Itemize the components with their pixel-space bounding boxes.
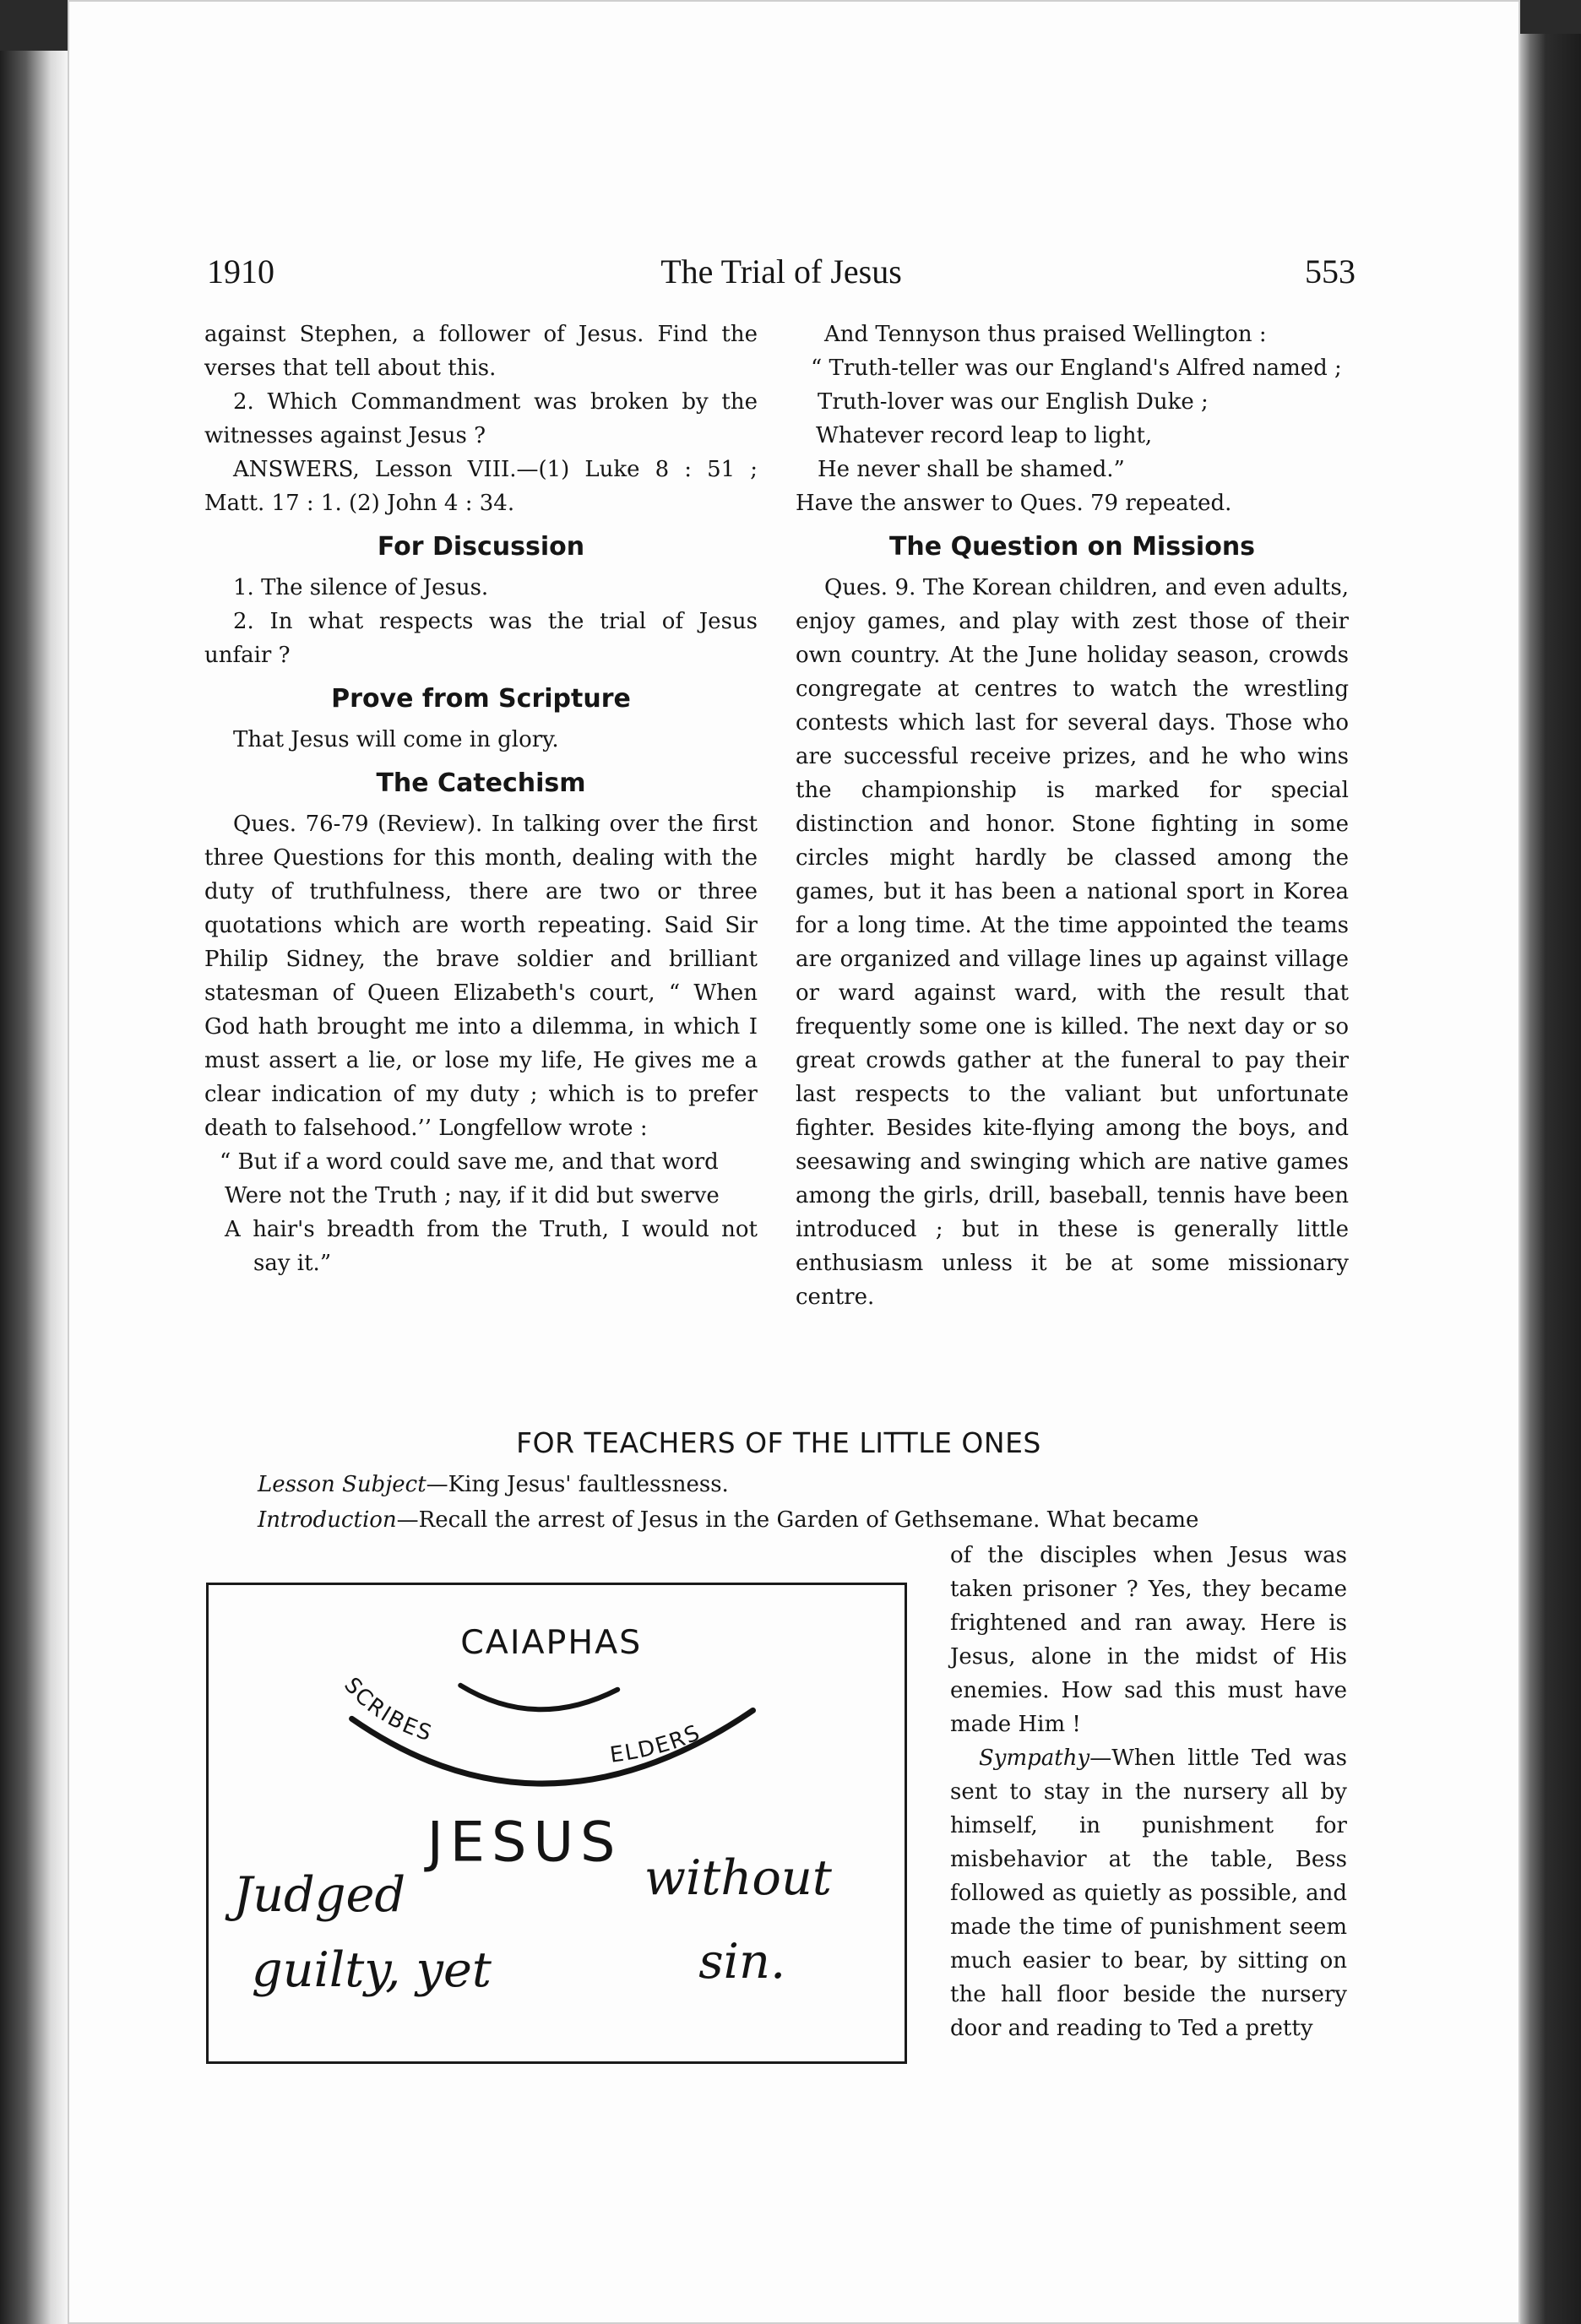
sin-label: sin.: [698, 1933, 786, 1990]
sympathy-label: Sympathy: [979, 1746, 1090, 1771]
paragraph: against Stephen, a follower of Jesus. Find the verses that tell about this.: [204, 322, 758, 381]
lesson-subject: [258, 1468, 1347, 1501]
right-column: [796, 318, 1349, 1314]
paragraph: Have the answer to Ques. 79 repeated.: [796, 491, 1232, 516]
elders-label: ELDERS: [608, 1719, 705, 1768]
scan-right-edge: [1520, 34, 1581, 2324]
teachers-side-text: [950, 1539, 1347, 2045]
discussion-item: 2. In what respects was the trial of Jesus unfair ?: [204, 609, 758, 668]
lesson-subject-text: —King Jesus' faultlessness.: [426, 1472, 729, 1497]
caiaphas-arc: [460, 1686, 617, 1710]
page-number: 553: [1305, 252, 1356, 290]
question: 2. Which Commandment was broken by the witnesses against Jesus ?: [204, 389, 758, 448]
illustration-drawing: [209, 1585, 905, 2061]
discussion-item: 1. The silence of Jesus.: [233, 575, 489, 600]
sympathy-paragraph: [950, 1741, 1347, 2045]
running-head-year: 1910: [207, 252, 274, 290]
introduction-text: —Recall the arrest of Jesus in the Garden of Gethsemane. What became: [396, 1507, 1199, 1533]
paragraph: And Tennyson thus praised Wellington :: [824, 322, 1267, 347]
verse-line: A hair's breadth from the Truth, I would not say it.”: [225, 1217, 758, 1276]
answers: ANSWERS, Lesson VIII.—(1) Luke 8 : 51 ; Matt. 17 : 1. (2) John 4 : 34.: [204, 457, 758, 516]
guilty-yet-label: guilty, yet: [251, 1941, 492, 1998]
running-head-title: The Trial of Jesus: [660, 252, 902, 290]
lesson-subject-label: Lesson Subject: [258, 1472, 426, 1497]
section-heading-missions: The Question on Missions: [888, 532, 1256, 562]
introduction-label: Introduction: [258, 1507, 397, 1533]
scribes-label: SCRIBES: [339, 1672, 437, 1747]
catechism-text: Ques. 76-79 (Review). In talking over the first three Questions for this month, dealing with the duty of truthfulness, there are two or three quotations which are worth repeating. Said Sir Philip Sidney, the brave soldier and brilliant statesman of Queen Elizabeth's court, “ When God hath brought me into a dilemma, in which I must assert a lie, or lose my life, He gives me a clear indication of my duty ; which is to prefer death to falsehood.’’ Longfellow wrote :: [204, 812, 758, 1141]
caiaphas-label: CAIAPHAS: [460, 1623, 643, 1663]
judged-label: Judged: [233, 1865, 406, 1923]
introduction: [258, 1503, 1347, 1537]
scan-left-edge: [0, 51, 68, 2324]
running-head: [207, 247, 1356, 297]
verse-line: “ But if a word could save me, and that word: [220, 1149, 719, 1175]
sympathy-text: —When little Ted was sent to stay in the nursery all by himself, in punishment for misbehavior at the table, Bess followed as quietly as possible, and made the time of punishment seem much easier to bear, by sitting on the hall floor beside the nursery door and reading to Ted a pretty: [950, 1746, 1347, 2041]
verse-line: Whatever record leap to light,: [816, 423, 1153, 448]
without-label: without: [644, 1849, 832, 1907]
verse-line: He never shall be shamed.”: [818, 457, 1125, 482]
section-heading-catechism: The Catechism: [376, 768, 586, 798]
left-column: [204, 318, 758, 1280]
blackboard-illustration: [206, 1583, 907, 2064]
teachers-heading: FOR TEACHERS OF THE LITTLE ONES: [516, 1426, 1041, 1459]
verse-line: Were not the Truth ; nay, if it did but swerve: [225, 1183, 720, 1208]
jesus-label: JESUS: [426, 1810, 622, 1875]
missions-text: Ques. 9. The Korean children, and even adults, enjoy games, and play with zest those of their own country. At the June holiday season, crowds congregate at centres to watch the wrestling contests which last for several days. Those who are successful receive prizes, and he who wins the championship is marked for special distinction and honor. Stone fighting in some circles might hardly be classed among the games, but it has been a national sport in Korea for a long time. At the time appointed the teams are organized and village lines up against village or ward against ward, with the result that frequently some one is killed. The next day or so great crowds gather at the funeral to pay their last respects to the valiant but unfortunate fighter. Besides kite-flying among the boys, and seesawing and swinging which are native games among the girls, drill, baseball, tennis have been introduced ; but in these is generally little enthusiasm unless it be at some missionary centre.: [796, 575, 1349, 1310]
verse-line: “ Truth-teller was our England's Alfred named ;: [811, 356, 1342, 381]
verse-line: Truth-lover was our English Duke ;: [818, 389, 1209, 415]
paragraph: of the disciples when Jesus was taken prisoner ? Yes, they became frightened and ran away. Here is Jesus, alone in the midst of His enemies. How sad this must have made Him !: [950, 1543, 1347, 1737]
section-heading-prove: Prove from Scripture: [331, 684, 631, 714]
section-heading-discussion: For Discussion: [377, 532, 585, 562]
prove-text: That Jesus will come in glory.: [233, 727, 559, 752]
